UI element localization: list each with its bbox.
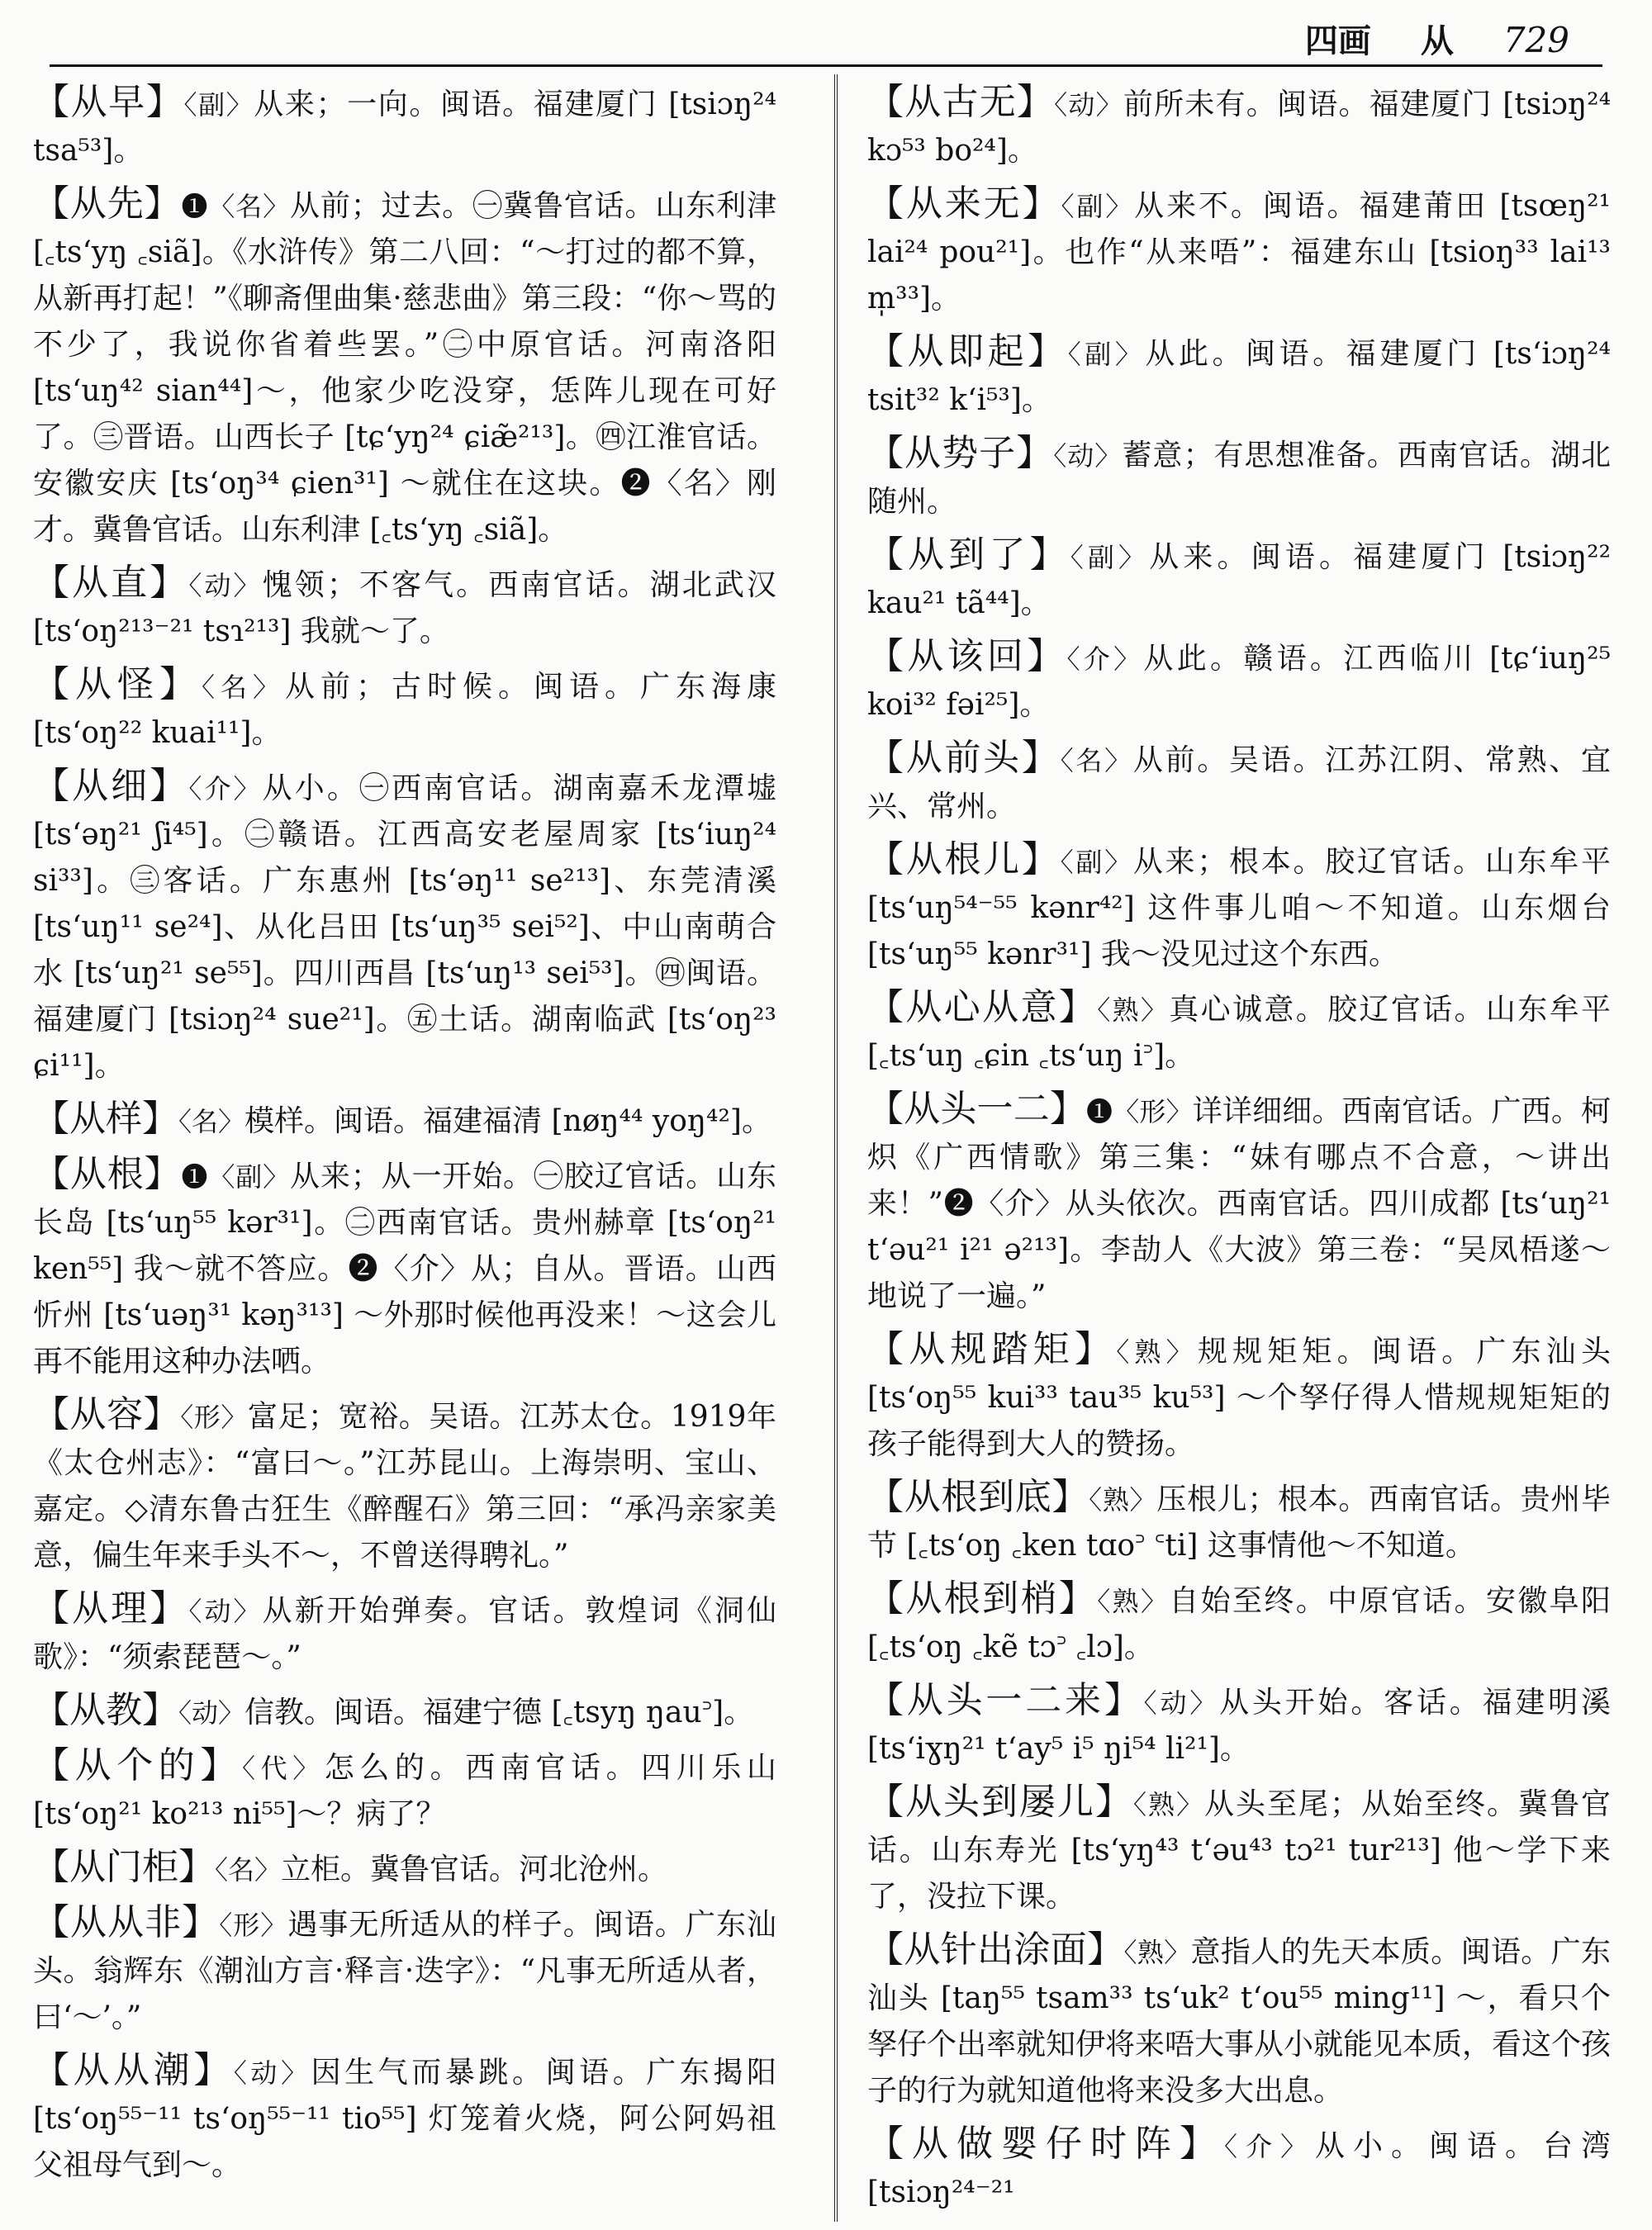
entry-pos: 〈形〉 (180, 1402, 248, 1433)
entry-headword: 【从根到梢】 (867, 1578, 1098, 1620)
dictionary-entry (867, 329, 1611, 424)
entry-definition: 压根儿；根本。西南官话。贵州毕节 [꜀ts‘oŋ ꜀ken tɑo꜄ ꜂ti] 这事情他～不知道。 (867, 1483, 1611, 1563)
entry-pos: 〈动〉 (233, 2057, 311, 2089)
entry-pos: 〈副〉 (183, 89, 254, 121)
entry-definition: 从来。闽语。福建厦门 [tsiɔŋ²² kau²¹ tã⁴⁴]。 (867, 540, 1611, 620)
entry-definition: 意指人的先天本质。闽语。广东汕头 [taŋ⁵⁵ tsam³³ ts‘uk² t‘ou⁵⁵ ming¹¹] ～，看只个孥仔个出率就知伊将来唔大事从小就能见本质，看这个孩子的行为就知道他将来没多大出息。 (867, 1935, 1611, 2108)
entry-pos: 〈熟〉 (1116, 1336, 1198, 1368)
dictionary-entry (33, 1687, 776, 1736)
dictionary-entry (867, 985, 1611, 1079)
entry-definition: 蓄意；有思想准备。西南官话。湖北随州。 (867, 439, 1611, 519)
entry-headword: 【从细】 (33, 765, 189, 807)
entry-definition: 愧领；不客气。西南官话。湖北武汉 [ts‘oŋ²¹³⁻²¹ tsɿ²¹³] 我就～了。 (33, 568, 776, 648)
dictionary-entry (867, 181, 1611, 322)
dictionary-entry (867, 633, 1611, 728)
entry-definition: 从小。㊀西南官话。湖南嘉禾龙潭墟 [ts‘əŋ²¹ ʃi⁴⁵]。㊁赣语。江西高安老屋周家 [ts‘iuŋ²⁴ si³³]。㊂客话。广东惠州 [ts‘əŋ¹¹ se²¹³]、东莞清溪 [ts‘uŋ¹¹ se²⁴]、从化吕田 [ts‘uŋ³⁵ sei⁵²]、中山南萌合水 [ts‘uŋ²¹ se⁵⁵]。四川西昌 [ts‘uŋ¹³ sei⁵³]。㊃闽语。福建厦门 [tsiɔŋ²⁴ sue²¹]。㊄土话。湖南临武 [ts‘oŋ²³ ɕi¹¹]。 (33, 771, 776, 1083)
dictionary-entry (33, 2047, 776, 2189)
entry-headword: 【从前头】 (867, 737, 1061, 779)
entry-definition: 从头至尾；从始至终。冀鲁官话。山东寿光 [ts‘yŋ⁴³ t‘əu⁴³ tɔ²¹ tur²¹³] 他～学下来了，没拉下课。 (867, 1787, 1611, 1914)
dictionary-entry (867, 1576, 1611, 1671)
entry-pos: 〈名〉 (215, 1854, 282, 1886)
entry-pos: ❶〈副〉 (181, 1161, 290, 1193)
left-column (33, 79, 776, 2218)
entry-headword: 【从头到屡儿】 (867, 1781, 1133, 1823)
entry-definition: 立柜。冀鲁官话。河北沧州。 (281, 1853, 668, 1886)
dictionary-entry (33, 1743, 776, 1838)
entry-pos: 〈副〉 (1067, 339, 1146, 370)
entry-headword: 【从理】 (33, 1587, 189, 1630)
entry-definition: 富足；宽裕。吴语。江苏太仓。1919年《太仓州志》：“富曰～。”江苏昆山。上海崇明、宝山、嘉定。◇清东鲁古狂生《醉醒石》第三回：“承冯亲家美意，偏生年来手头不～，不曾送得聘礼。” (33, 1400, 776, 1573)
dictionary-entry (33, 1392, 776, 1579)
dictionary-entry (33, 662, 776, 757)
dictionary-entry (33, 1900, 776, 2041)
dictionary-entry (867, 1086, 1611, 1320)
entry-pos: 〈熟〉 (1097, 994, 1170, 1026)
entry-definition: 从此。闽语。福建厦门 [ts‘iɔŋ²⁴ tsit³² k‘i⁵³]。 (867, 337, 1611, 417)
entry-definition: 遇事无所适从的样子。闽语。广东汕头。翁辉东《潮汕方言·释言·迭字》：“凡事无所适从者，曰‘～’。” (33, 1908, 776, 2034)
entry-definition: 详详细细。西南官话。广西。柯炽《广西情歌》第三集：“妹有哪点不合意，～讲出来！”❷〈介〉从头依次。西南官话。四川成都 [ts‘uŋ²¹ t‘əu²¹ i²¹ ə²¹³]。李劼人《大波》第三卷：“吴凤梧遂～地说了一遍。” (867, 1094, 1611, 1313)
dictionary-entry (867, 735, 1611, 830)
dictionary-entry (867, 1779, 1611, 1920)
entry-pos: 〈副〉 (1070, 542, 1150, 573)
dictionary-entry (33, 181, 776, 553)
entry-definition: 从前；过去。㊀冀鲁官话。山东利津 [꜀ts‘yŋ ꜀siã]。《水浒传》第二八回：“～打过的都不算，从新再打起！”《聊斋俚曲集·慈悲曲》第三段：“你～骂的不少了，我说你省着些罢。”㊁中原官话。河南洛阳 [ts‘uŋ⁴² sian⁴⁴]～，他家少吃没穿，恁阵儿现在可好了。㊂晋语。山西长子 [tɕ‘yŋ²⁴ ɕiæ̃²¹³]。㊃江淮官话。安徽安庆 [ts‘oŋ³⁴ ɕien³¹] ～就住在这块。❷〈名〉刚才。冀鲁官话。山东利津 [꜀ts‘yŋ ꜀siã]。 (33, 189, 776, 547)
entry-pos: 〈动〉 (188, 570, 263, 601)
entry-headword: 【从针出涂面】 (867, 1929, 1124, 1971)
dictionary-entry (33, 763, 776, 1089)
entry-headword: 【从从潮】 (33, 2049, 234, 2091)
entry-pos: 〈熟〉 (1089, 1484, 1157, 1516)
entry-pos: 〈动〉 (188, 1596, 263, 1627)
entry-headword: 【从直】 (33, 562, 189, 604)
header-char: 从 (1420, 21, 1454, 60)
entry-headword: 【从从非】 (33, 1901, 220, 1943)
dictionary-entry (867, 837, 1611, 978)
entry-pos: 〈副〉 (1061, 191, 1135, 222)
entry-headword: 【从头一二来】 (867, 1679, 1144, 1721)
entry-pos: ❶〈形〉 (1086, 1096, 1193, 1127)
entry-pos: 〈动〉 (1143, 1687, 1220, 1719)
entry-definition: 从前。吴语。江苏江阴、常熟、宜兴、常州。 (867, 743, 1611, 823)
entry-pos: 〈熟〉 (1133, 1789, 1204, 1820)
dictionary-entry (867, 79, 1611, 174)
entry-definition: 从头开始。客话。福建明溪 [ts‘iɣŋ²¹ t‘ay⁵ i⁵ ŋi⁵⁴ li²¹]。 (867, 1686, 1611, 1766)
entry-definition: 前所未有。闽语。福建厦门 [tsiɔŋ²⁴ kɔ⁵³ bo²⁴]。 (867, 88, 1611, 168)
entry-definition: 从小。闽语。台湾 [tsiɔŋ²⁴⁻²¹ (867, 2129, 1611, 2209)
column-divider (834, 74, 838, 2222)
dictionary-entry (867, 1474, 1611, 1569)
entry-headword: 【从个的】 (33, 1744, 242, 1786)
entry-headword: 【从该回】 (867, 635, 1067, 677)
entry-definition: 怎么的。西南官话。四川乐山 [ts‘oŋ²¹ ko²¹³ ni⁵⁵]～？病了？ (33, 1751, 776, 1831)
entry-definition: 从来不。闽语。福建莆田 [tsœŋ²¹ lai²⁴ pou²¹]。也作“从来唔”：福建东山 [tsioŋ³³ lai¹³ m̩³³]。 (867, 189, 1611, 316)
entry-definition: 真心诚意。胶辽官话。山东牟平 [꜀ts‘uŋ ꜀ɕin ꜀ts‘uŋ i꜄]。 (867, 993, 1611, 1073)
entry-headword: 【从样】 (33, 1098, 178, 1140)
entry-headword: 【从根】 (33, 1153, 182, 1195)
dictionary-entry (33, 79, 776, 174)
entry-pos: ❶〈名〉 (181, 191, 290, 222)
entry-pos: 〈动〉 (1053, 440, 1123, 472)
entry-definition: 信教。闽语。福建宁德 [꜀tsyŋ ŋau꜄]。 (244, 1696, 754, 1729)
entry-headword: 【从根儿】 (867, 838, 1061, 880)
dictionary-entry (867, 430, 1611, 525)
dictionary-entry (33, 1844, 776, 1893)
page-header (50, 15, 1602, 64)
entry-headword: 【从做婴仔时阵】 (867, 2123, 1224, 2165)
page-number: 729 (1502, 20, 1569, 60)
entry-pos: 〈名〉 (178, 1106, 245, 1137)
entry-definition: 模样。闽语。福建福清 [nøŋ⁴⁴ yoŋ⁴²]。 (244, 1104, 771, 1138)
dictionary-entry (33, 560, 776, 655)
entry-headword: 【从势子】 (867, 432, 1054, 474)
dictionary-entry (867, 1677, 1611, 1772)
entry-definition: 因生气而暴跳。闽语。广东揭阳 [ts‘oŋ⁵⁵⁻¹¹ ts‘oŋ⁵⁵⁻¹¹ tio⁵⁵] 灯笼着火烧，阿公阿妈祖父祖母气到～。 (33, 2056, 776, 2182)
entry-pos: 〈代〉 (242, 1753, 325, 1784)
entry-headword: 【从规踏矩】 (867, 1328, 1117, 1370)
entry-pos: 〈介〉 (1224, 2131, 1315, 2162)
dictionary-entry (867, 532, 1611, 627)
entry-headword: 【从怪】 (33, 663, 202, 705)
entry-headword: 【从即起】 (867, 330, 1068, 372)
dictionary-entry (33, 1586, 776, 1681)
entry-definition: 自始至终。中原官话。安徽阜阳 [꜀ts‘oŋ ꜀kẽ tɔ꜄ ꜀lɔ]。 (867, 1584, 1611, 1664)
entry-pos: 〈动〉 (1054, 89, 1123, 121)
entry-pos: 〈介〉 (1066, 643, 1144, 675)
entry-definition: 从前；古时候。闽语。广东海康 [ts‘oŋ²² kuai¹¹]。 (33, 670, 776, 750)
entry-headword: 【从根到底】 (867, 1476, 1089, 1518)
right-column (867, 79, 1611, 2218)
entry-definition: 规规矩矩。闽语。广东汕头 [ts‘oŋ⁵⁵ kui³³ tau³⁵ ku⁵³] ～个孥仔得人惜规规矩矩的孩子能得到大人的赞扬。 (867, 1335, 1611, 1461)
header-rule (50, 64, 1602, 67)
entry-pos: 〈动〉 (178, 1697, 245, 1729)
entry-headword: 【从头一二】 (867, 1088, 1087, 1130)
dictionary-entry (33, 1096, 776, 1145)
entry-headword: 【从门柜】 (33, 1846, 215, 1888)
entry-definition: 从来；一向。闽语。福建厦门 [tsiɔŋ²⁴ tsa⁵³]。 (33, 88, 776, 168)
entry-pos: 〈副〉 (1060, 847, 1133, 878)
entry-headword: 【从来无】 (867, 183, 1061, 225)
entry-definition: 从此。赣语。江西临川 [tɕ‘iuŋ²⁵ koi³² fəi²⁵]。 (867, 642, 1611, 722)
dictionary-entry (867, 2121, 1611, 2216)
entry-pos: 〈名〉 (202, 671, 285, 703)
entry-headword: 【从古无】 (867, 81, 1055, 123)
entry-headword: 【从心从意】 (867, 986, 1098, 1028)
entry-headword: 【从容】 (33, 1393, 181, 1435)
entry-pos: 〈介〉 (188, 773, 263, 804)
entry-headword: 【从先】 (33, 183, 182, 225)
entry-headword: 【从到了】 (867, 534, 1070, 576)
entry-definition: 从新开始弹奏。官话。敦煌词《洞仙歌》：“须索琵琶～。” (33, 1594, 776, 1674)
section-label: 四画 (1304, 21, 1371, 60)
entry-definition: 从来；根本。胶辽官话。山东牟平 [ts‘uŋ⁵⁴⁻⁵⁵ kənr⁴²] 这件事儿咱～不知道。山东烟台 [ts‘uŋ⁵⁵ kənr³¹] 我～没见过这个东西。 (867, 845, 1611, 971)
entry-headword: 【从教】 (33, 1689, 178, 1731)
entry-pos: 〈名〉 (1060, 745, 1133, 776)
entry-definition: 从来；从一开始。㊀胶辽官话。山东长岛 [ts‘uŋ⁵⁵ kər³¹]。㊁西南官话。贵州赫章 [ts‘oŋ²¹ ken⁵⁵] 我～就不答应。❷〈介〉从；自从。晋语。山西忻州 [ts‘uəŋ³¹ kəŋ³¹³] ～外那时候他再没来！～这会儿再不能用这种办法哂。 (33, 1160, 776, 1378)
entry-headword: 【从早】 (33, 81, 184, 123)
entry-pos: 〈形〉 (219, 1910, 288, 1941)
running-head (1305, 15, 1569, 62)
dictionary-entry (867, 1927, 1611, 2114)
dictionary-entry (33, 1151, 776, 1385)
entry-pos: 〈熟〉 (1097, 1586, 1170, 1617)
dictionary-entry (867, 1326, 1611, 1468)
entry-pos: 〈熟〉 (1123, 1937, 1191, 1968)
